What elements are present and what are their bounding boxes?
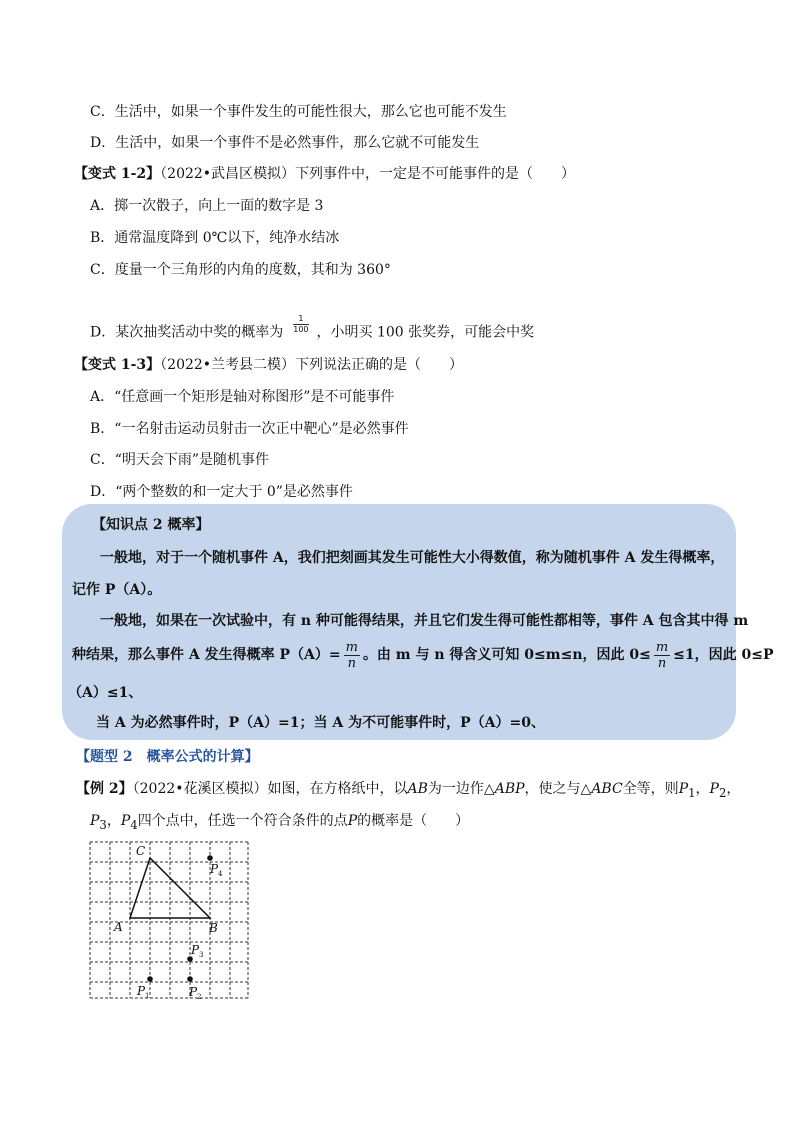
- point-p: P: [90, 813, 100, 829]
- label-p3: P: [191, 943, 200, 957]
- variant-1-2-option-d: [90, 314, 535, 343]
- grid-figure: [86, 838, 252, 1002]
- example-text: 的概率是（ ）: [357, 813, 470, 829]
- fraction-numerator: 1: [293, 314, 308, 325]
- example-tag: 【例 2】: [76, 781, 133, 797]
- knowledge-p2-line3: （A）≤1、: [68, 685, 143, 701]
- option-c-top: C．生活中，如果一个事件发生的可能性很大，那么它也可能不发生: [90, 104, 507, 120]
- point-p4-dot: [207, 855, 213, 861]
- variant-1-2-option-b: B．通常温度降到 0℃以下，纯净水结冰: [90, 230, 340, 246]
- option-d-text-before: D．某次抽奖活动中奖的概率为: [90, 324, 284, 341]
- knowledge-p2-line2: [72, 638, 774, 672]
- knowledge-p1-line2: 记作 P（A）。: [72, 582, 162, 598]
- variant-source: （2022•武昌区模拟）: [160, 166, 296, 182]
- knowledge-point-box: [62, 504, 774, 740]
- sub-p4: 4: [218, 870, 223, 878]
- fraction-numerator: m: [655, 639, 669, 655]
- point-p: P: [709, 781, 719, 797]
- p2-text-b: 。由 m 与 n 得含义可知 0≤m≤n，因此 0≤: [362, 647, 651, 663]
- example-text: 如图，在方格纸中，以: [267, 781, 408, 797]
- variant-question: 下列事件中，一定是不可能事件的是（ ）: [295, 166, 576, 182]
- sub-p2: 2: [197, 993, 202, 1001]
- variant-1-3-question: [74, 356, 463, 374]
- example-text: 全等，则: [622, 781, 679, 797]
- separator: ，: [695, 781, 710, 797]
- example-text: 四个点中，任选一个符合条件的点: [137, 813, 348, 829]
- knowledge-title: 【知识点 2 概率】: [92, 517, 210, 533]
- fraction-denominator: n: [657, 655, 667, 671]
- p2-text-a: 种结果，那么事件 A 发生得概率 P（A）=: [72, 647, 341, 663]
- separator: ，: [726, 781, 741, 797]
- triangle-abc: ABC: [591, 781, 623, 797]
- label-c: C: [136, 844, 146, 858]
- label-a: A: [114, 920, 123, 934]
- knowledge-p2-line1: 一般地，如果在一次试验中，有 n 种可能得结果，并且它们发生得可能性都相等，事件 A 包含其中得 m: [100, 613, 749, 629]
- variant-1-3-option-a: A．“任意画一个矩形是轴对称图形”是不可能事件: [90, 389, 395, 405]
- subscript: 4: [130, 817, 138, 832]
- example-2-line1: [76, 780, 740, 802]
- point-p2-dot: [187, 976, 193, 982]
- subscript: 2: [718, 785, 727, 800]
- fraction-numerator: m: [345, 639, 358, 655]
- sub-p3: 3: [199, 951, 204, 959]
- sub-p1: 1: [145, 992, 150, 1000]
- knowledge-p1-line1: 一般地，对于一个随机事件 A，我们把刻画其发生可能性大小得数值，称为随机事件 A 发生得概率，: [100, 550, 725, 566]
- variant-tag: 【变式 1-2】: [74, 166, 161, 182]
- variant-source: （2022•兰考县二模）: [160, 357, 296, 373]
- segment-ab: AB: [407, 781, 428, 797]
- probability-fraction: [293, 314, 308, 335]
- label-b: B: [209, 921, 218, 935]
- variant-question: 下列说法正确的是（ ）: [295, 357, 464, 373]
- variant-1-3-option-d: D．“两个整数的和一定大于 0”是必然事件: [90, 484, 353, 500]
- variant-1-2-option-c: C．度量一个三角形的内角的度数，其和为 360°: [90, 262, 391, 278]
- separator: ，: [106, 813, 121, 829]
- option-d-top: D．生活中，如果一个事件不是必然事件，那么它就不可能发生: [90, 135, 480, 151]
- example-text: 为一边作△: [427, 781, 495, 797]
- fraction-m-over-n: [344, 640, 360, 671]
- variant-1-2-question: [74, 165, 575, 183]
- fraction-denominator: 100: [293, 325, 309, 334]
- subscript: 1: [688, 785, 696, 800]
- label-p4: P: [210, 862, 219, 876]
- variant-1-3-option-b: B．“一名射击运动员射击一次正中靶心”是必然事件: [90, 421, 409, 437]
- variant-1-3-option-c: C．“明天会下雨”是随机事件: [90, 452, 270, 468]
- example-2-line2: [90, 812, 469, 834]
- fraction-denominator: n: [347, 655, 356, 671]
- example-text: ，使之与△: [524, 781, 592, 797]
- fraction-m-over-n: [654, 640, 670, 671]
- example-source: （2022•花溪区模拟）: [132, 781, 268, 797]
- option-d-text-after: ，小明买 100 张奖券，可能会中奖: [316, 324, 535, 341]
- point-p3-dot: [187, 956, 193, 962]
- variant-tag: 【变式 1-3】: [74, 357, 161, 373]
- label-p1: P: [137, 984, 146, 998]
- variant-1-2-option-a: A．掷一次骰子，向上一面的数字是 3: [90, 198, 324, 214]
- point-p: P: [120, 813, 131, 829]
- p2-text-c: ≤1，因此 0≤P: [673, 647, 774, 663]
- label-p2: P: [189, 985, 198, 999]
- section-title: 【题型 2 概率公式的计算】: [76, 749, 259, 765]
- point-p1-dot: [147, 976, 153, 982]
- subscript: 3: [99, 817, 107, 832]
- triangle-abp: ABP: [494, 781, 525, 797]
- point-p: P: [678, 781, 689, 797]
- knowledge-p3: 当 A 为必然事件时，P（A）=1；当 A 为不可能事件时，P（A）=0、: [96, 715, 545, 731]
- point-p: P: [347, 813, 358, 829]
